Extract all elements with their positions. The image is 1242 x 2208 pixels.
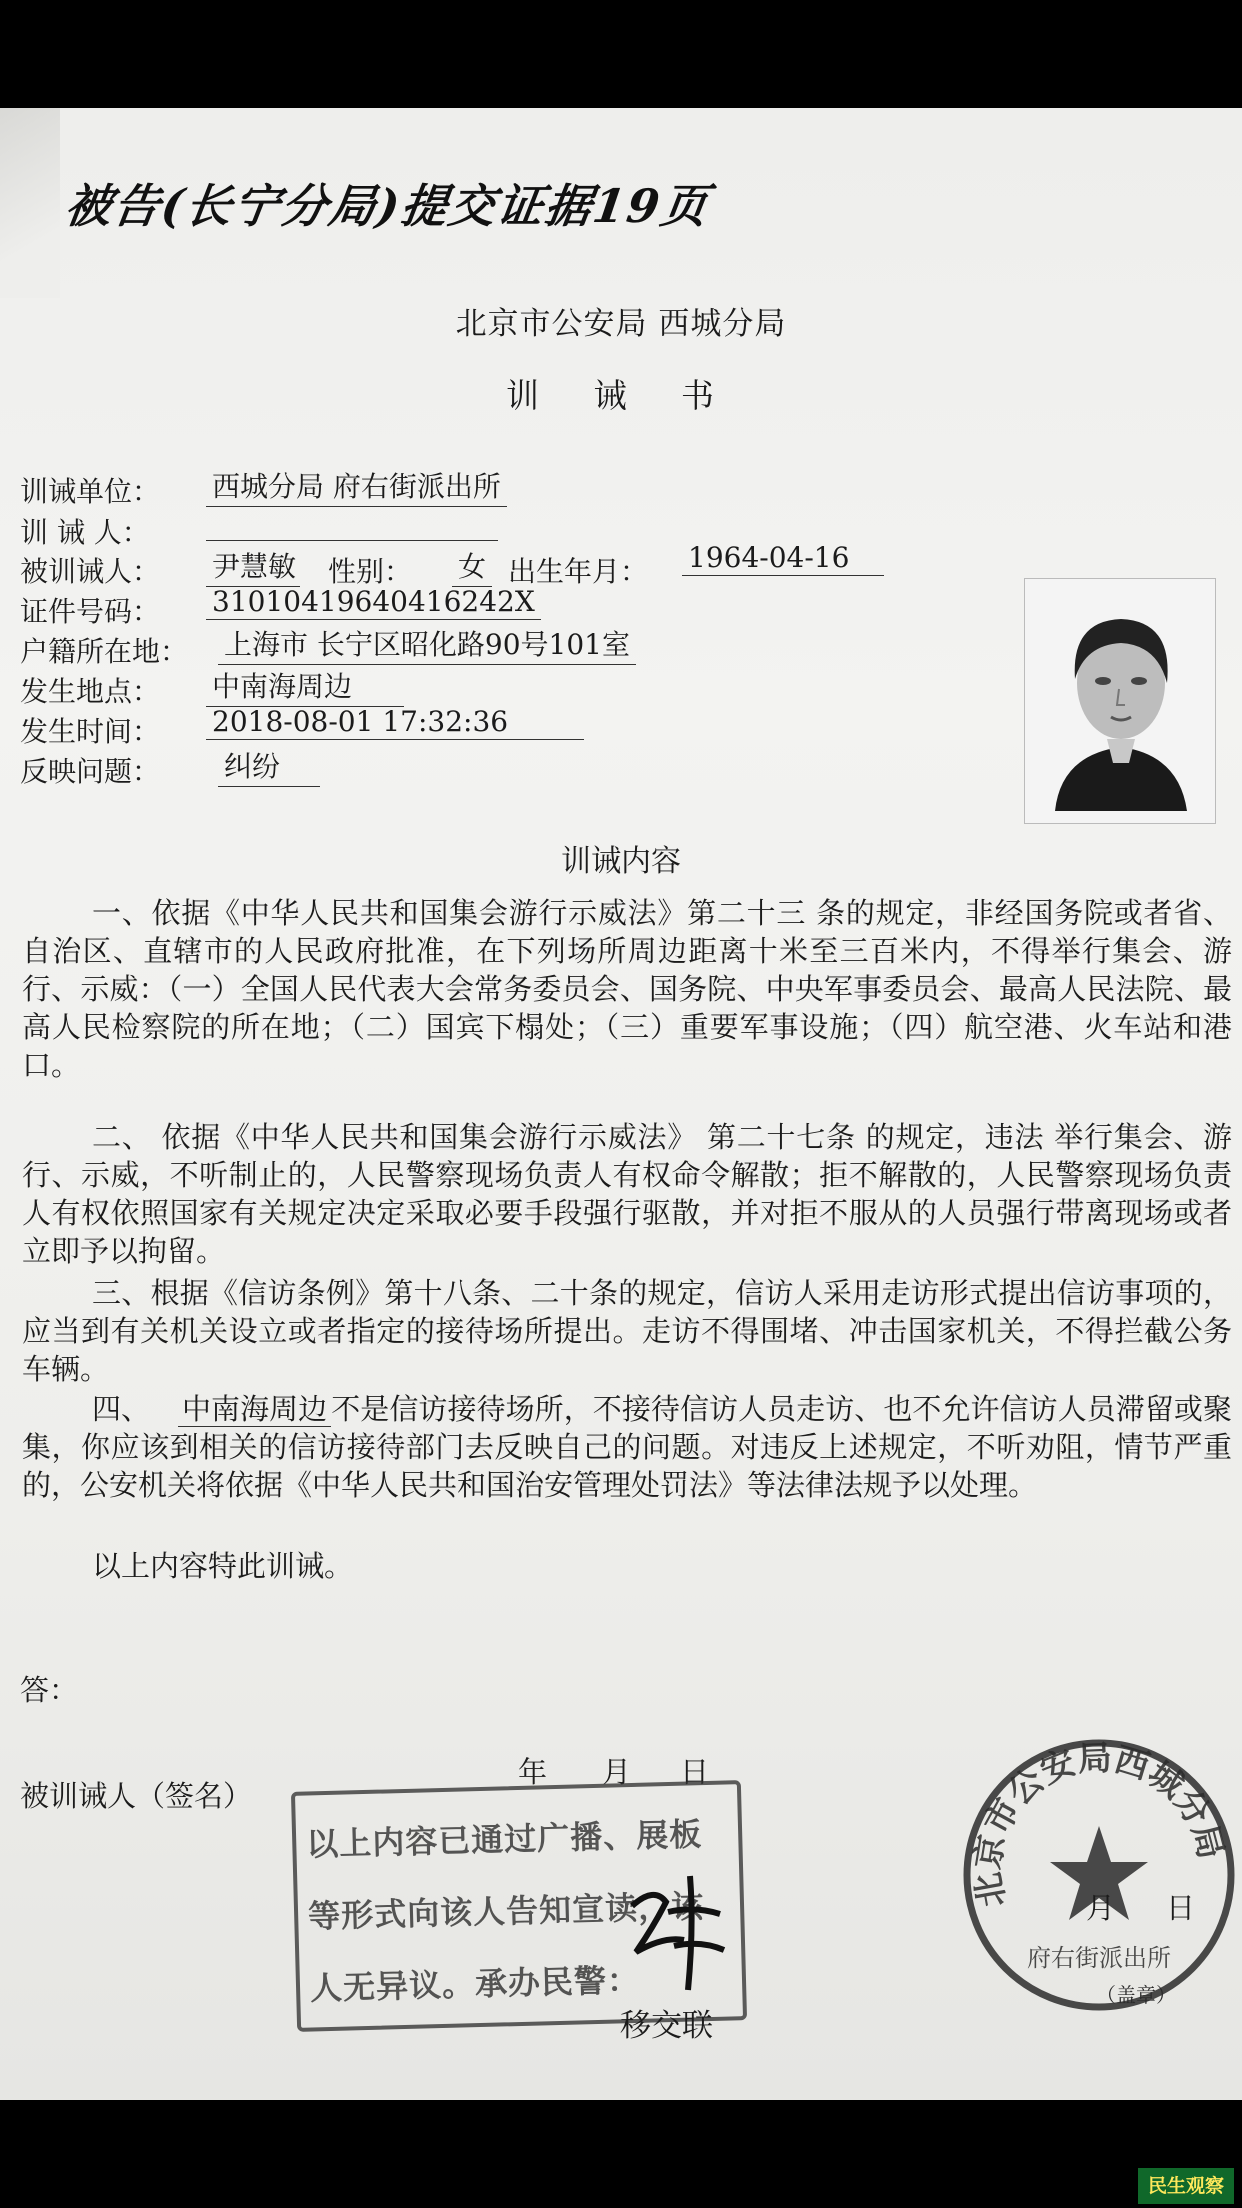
field-label-issue: 反映问题：: [20, 755, 161, 788]
document-title: 训 诫 书: [506, 376, 736, 415]
paragraph-4-place: 中南海周边: [178, 1392, 331, 1427]
agency-title: 北京市公安局 西城分局: [455, 306, 787, 342]
stamp-line-3: 人无异议。承办民警：: [309, 1960, 641, 2008]
birth-value: 1964-04-16: [682, 541, 884, 576]
field-label-residence: 户籍所在地：: [20, 635, 189, 668]
seal-note: （盖章）: [1096, 1983, 1176, 2007]
official-seal: [958, 1734, 1240, 2016]
paragraph-3: 三、根据《信访条例》第十八条、二十条的规定，信访人采用走访形式提出信访事项的，应当到有关机关设立或者指定的接待场所提出。走访不得围堵、冲击国家机关，不得拦截公务车辆。: [22, 1276, 1232, 1386]
date-year: 年: [518, 1755, 548, 1789]
field-label-location: 发生地点：: [20, 675, 161, 708]
answer-label: 答：: [20, 1673, 79, 1707]
field-label-id: 证件号码：: [20, 595, 161, 628]
transfer-copy-label: 移交联: [620, 2008, 713, 2044]
date-day: 日: [680, 1755, 710, 1789]
source-watermark-tag: 民生观察: [1138, 2168, 1234, 2204]
paragraph-4-rest: 不是信访接待场所，不接待信访人员走访、也不允许信访人员滞留或聚集，你应该到相关的信访接待部门去反映自己的问题。对违反上述规定，不听劝阻，情节严重的，公安机关将依据《中华人民共和国治安管理处罚法》等法律法规予以处理。: [22, 1392, 1232, 1502]
subject-photo: [1024, 578, 1216, 824]
field-label-officer: 训 诫 人：: [20, 516, 150, 549]
field-value-officer: [206, 506, 498, 541]
paragraph-1: 一、依据《中华人民共和国集会游行示威法》第二十三 条的规定，非经国务院或者省、自治区、直辖市的人民政府批准，在下列场所周边距离十米至三百米内，不得举行集会、游行、示威：（一）全国人民代表大会常务委员会、国务院、中央军事委员会、最高人民法院、最高人民检察院的所在地；（二）国宾下榻处；（三）重要军事设施；（四）航空港、火车站和港口。: [22, 896, 1232, 1082]
paragraph-4: [22, 1390, 1232, 1504]
portrait-image: [1025, 579, 1215, 823]
field-value-time: 2018-08-01 17:32:36: [206, 705, 584, 740]
field-value-residence: 上海市 长宁区昭化路90号101室: [218, 623, 636, 665]
stamp-line-1: 以上内容已通过广播、展板: [305, 1815, 703, 1864]
gender-value: 女: [452, 545, 492, 587]
document-paper: [0, 108, 1242, 2100]
content-heading: 训诫内容: [561, 844, 681, 879]
field-value-subject: 尹慧敏: [206, 545, 300, 587]
seal-date-day: 日: [1166, 1891, 1196, 1925]
field-value-issue: 纠纷: [218, 745, 320, 787]
paragraph-4-prefix: 四、: [92, 1392, 151, 1426]
handwritten-header: 被告(长宁分局)提交证据19页: [61, 179, 713, 233]
paragraph-2: 二、 依据《中华人民共和国集会游行示威法》 第二十七条 的规定，违法 举行集会、游行、示威，不听制止的，人民警察现场负责人有权命令解散；拒不解散的，人民警察现场负责人有权依照国家有关规定决定采取必要手段强行驱散，并对拒不服从的人员强行带离现场或者立即予以拘留。: [22, 1120, 1232, 1268]
seal-sub-text: 府右街派出所: [1027, 1944, 1171, 1972]
date-month: 月: [602, 1755, 632, 1789]
closing-line: 以上内容特此训诫。: [92, 1549, 354, 1583]
field-value-unit: 西城分局 府右街派出所: [206, 465, 507, 507]
stamp-line-2: 等形式向该人告知宣读，该: [307, 1887, 705, 1936]
seal-ring-text: 北京市公安局西城分局: [967, 1738, 1232, 1911]
seal-date-month: 月: [1086, 1891, 1116, 1925]
birth-label: 出生年月：: [508, 555, 649, 588]
gender-label: 性别：: [328, 555, 413, 588]
field-value-location: 中南海周边: [206, 665, 404, 707]
field-label-time: 发生时间：: [20, 715, 161, 748]
field-label-unit: 训诫单位：: [20, 475, 161, 508]
paper-corner-shadow: [0, 108, 60, 298]
field-label-subject: 被训诫人：: [20, 555, 161, 588]
signature-label: 被训诫人（签名）: [20, 1779, 253, 1813]
field-value-id: 31010419640416242X: [206, 585, 541, 620]
officer-signature: [624, 1866, 734, 1996]
